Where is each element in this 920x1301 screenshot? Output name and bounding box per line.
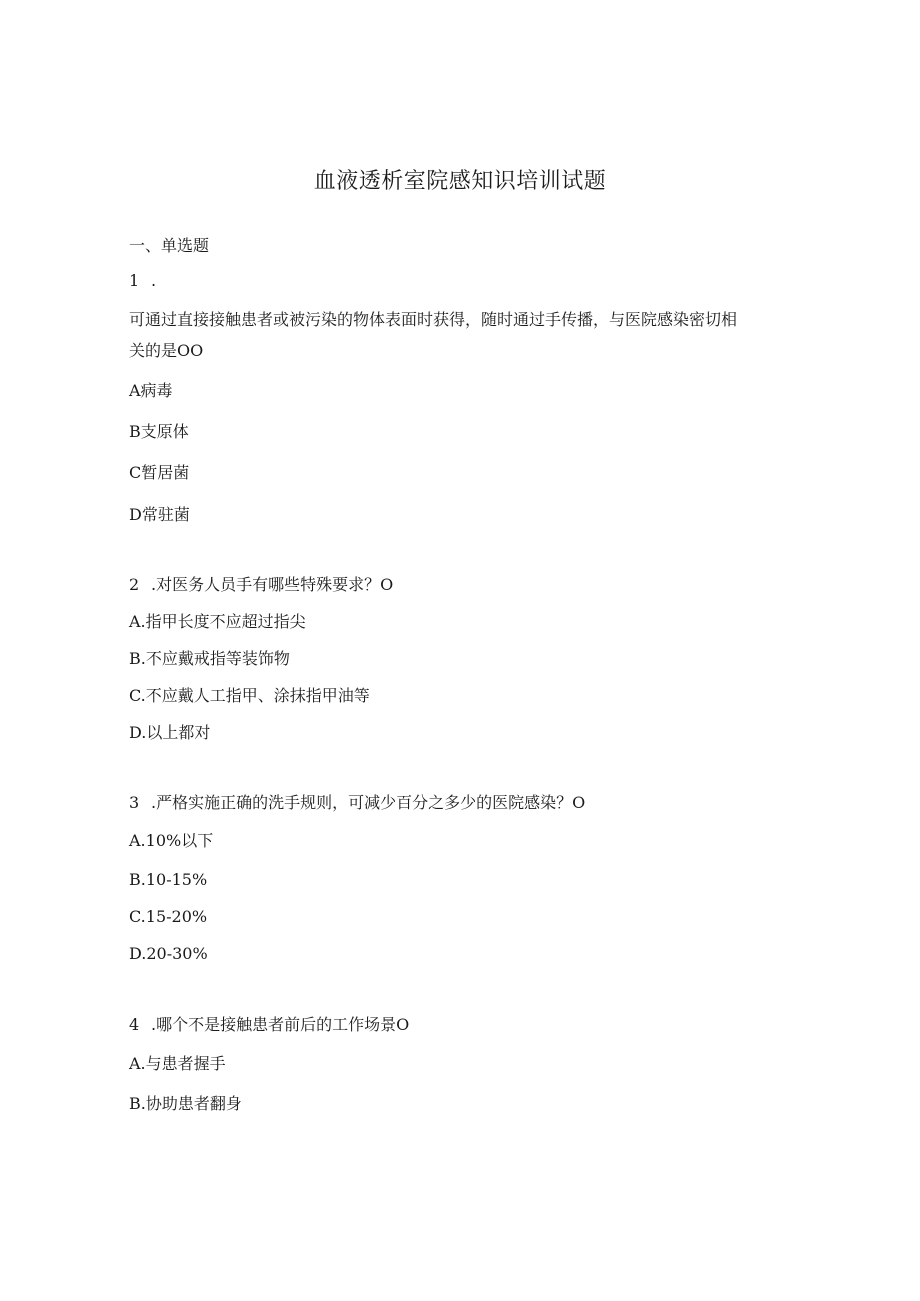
question-4-line [129, 1015, 409, 1035]
question-3-text: .严格实施正确的洗手规则，可减少百分之多少的医院感染？O [151, 793, 586, 812]
question-3-option-a: A.10%以下 [129, 831, 214, 850]
question-4-number: 4 [129, 1015, 140, 1034]
question-3-option-c: C.15-20% [129, 907, 208, 926]
question-1-option-d: D常驻菌 [129, 505, 190, 524]
question-4-text: .哪个不是接触患者前后的工作场景O [151, 1015, 410, 1034]
question-1-text-line-1: 可通过直接接触患者或被污染的物体表面时获得，随时通过手传播，与医院感染密切相 [129, 310, 738, 329]
question-1-number-line [129, 271, 156, 291]
question-3-option-d: D.20-30% [129, 944, 208, 963]
question-3-number: 3 [129, 793, 140, 812]
section-heading: 一、单选题 [129, 236, 210, 255]
question-2-text: .对医务人员手有哪些特殊要求？O [151, 575, 394, 594]
question-2-option-b: B.不应戴戒指等装饰物 [129, 649, 290, 668]
question-2-number: 2 [129, 575, 140, 594]
question-1-number: 1 [129, 271, 140, 290]
question-1-option-a: A病毒 [129, 381, 173, 400]
question-4-option-b: B.协助患者翻身 [129, 1094, 242, 1113]
question-3-option-b: B.10-15% [129, 870, 208, 889]
document-title: 血液透析室院感知识培训试题 [313, 169, 607, 194]
question-2-option-d: D.以上都对 [129, 723, 211, 742]
question-1-suffix: . [151, 271, 157, 290]
question-3-line [129, 793, 585, 813]
question-1-option-b: B支原体 [129, 422, 189, 441]
question-4-option-a: A.与患者握手 [129, 1054, 226, 1073]
question-1-text-line-2: 关的是OO [129, 341, 204, 360]
question-1-option-c: C暂居菌 [129, 463, 190, 482]
question-2-line [129, 575, 393, 595]
question-2-option-a: A.指甲长度不应超过指尖 [129, 612, 306, 631]
question-2-option-c: C.不应戴人工指甲、涂抹指甲油等 [129, 686, 370, 705]
